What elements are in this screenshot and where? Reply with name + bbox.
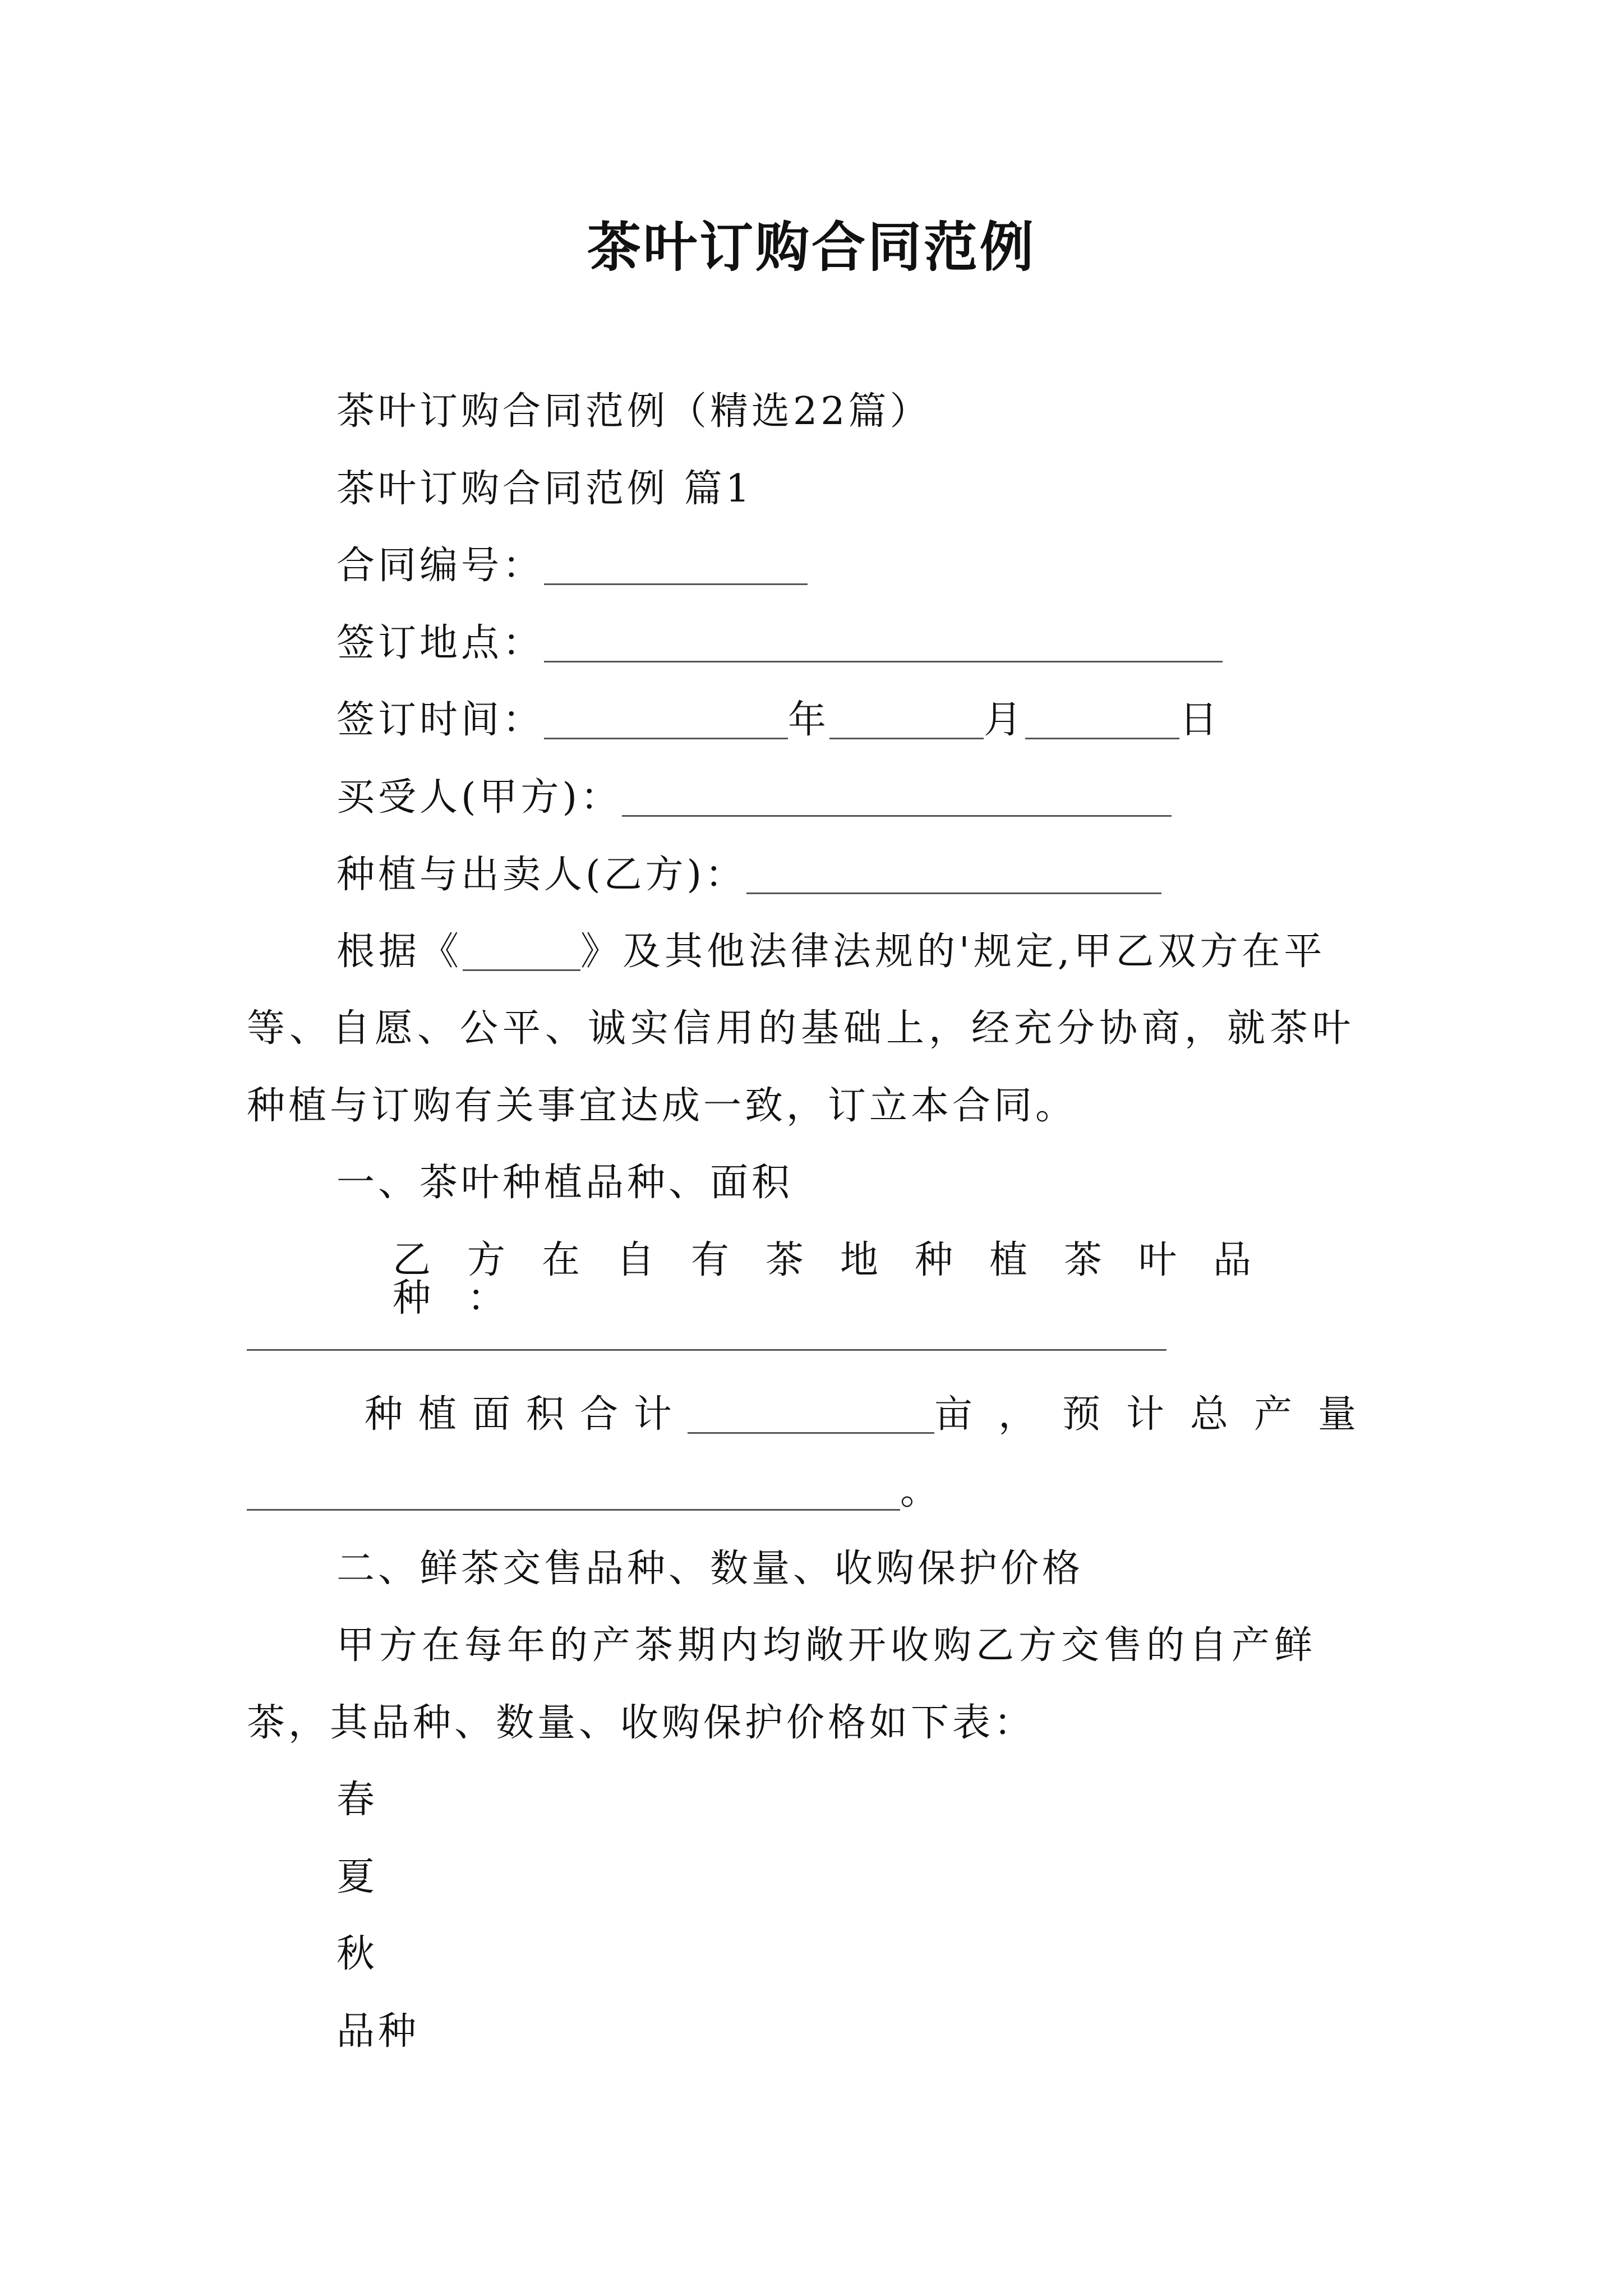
variety-item: 品种 [336, 2009, 420, 2054]
day-blank [1025, 703, 1179, 739]
seller-blank [746, 858, 1161, 894]
intro-line-1 [336, 930, 1326, 974]
variety-text: 乙方在自有茶地种植茶叶品种： [393, 1238, 1288, 1320]
buyer-label: 买受人(甲方)： [336, 775, 623, 820]
section-2-para-line-1: 甲方在每年的产茶期内均敞开收购乙方交售的自产鲜 [336, 1623, 1317, 1668]
contract-number-row [336, 544, 808, 588]
sign-place-blank [544, 626, 1223, 662]
season-item: 秋 [336, 1932, 379, 1976]
year-blank [544, 703, 788, 739]
intro-line-3: 种植与订购有关事宜达成一致，订立本合同。 [247, 1084, 1077, 1128]
area-row [365, 1392, 1382, 1437]
seller-row [336, 853, 1161, 897]
year-label: 年 [788, 698, 830, 742]
intro-line-2: 等、自愿、公平、诚实信用的基础上，经充分协商，就茶叶 [247, 1006, 1355, 1051]
contract-number-label: 合同编号： [336, 544, 545, 588]
day-label: 日 [1179, 698, 1221, 742]
season-item: 春 [336, 1778, 379, 1822]
variety-blank [247, 1349, 1166, 1351]
area-unit: 亩，预计总产量 [934, 1392, 1382, 1437]
area-label: 种植面积合计 [365, 1392, 688, 1437]
season-item: 夏 [336, 1855, 379, 1899]
month-label: 月 [984, 698, 1026, 742]
sign-place-label: 签订地点： [336, 621, 545, 665]
contract-number-blank [544, 549, 808, 585]
section-2-heading: 二、鲜茶交售品种、数量、收购保护价格 [336, 1547, 1084, 1591]
document-title: 茶叶订购合同范例 [587, 216, 1036, 279]
document-subtitle: 茶叶订购合同范例（精选22篇） [336, 389, 932, 434]
sign-time-label: 签订时间： [336, 698, 545, 742]
output-blank [247, 1474, 900, 1511]
seller-label: 种植与出卖人(乙方)： [336, 853, 747, 897]
section-2-para-line-2: 茶，其品种、数量、收购保护价格如下表： [247, 1701, 1036, 1745]
area-blank [688, 1397, 934, 1434]
output-period: 。 [900, 1469, 942, 1513]
section-1-heading: 一、茶叶种植品种、面积 [336, 1161, 794, 1205]
sign-place-row [336, 621, 1223, 665]
section-heading: 茶叶订购合同范例 篇1 [336, 467, 753, 511]
buyer-row [336, 775, 1172, 820]
intro-line-1-start: 根据《 [336, 930, 463, 974]
variety-line [393, 1238, 1371, 1320]
output-row [247, 1469, 942, 1513]
intro-line-1-end: 》及其他法律法规的'规定,甲乙双方在平 [580, 930, 1326, 974]
sign-time-row [336, 698, 1221, 742]
buyer-blank [622, 780, 1172, 817]
month-blank [829, 703, 984, 739]
law-name-blank [463, 935, 580, 971]
